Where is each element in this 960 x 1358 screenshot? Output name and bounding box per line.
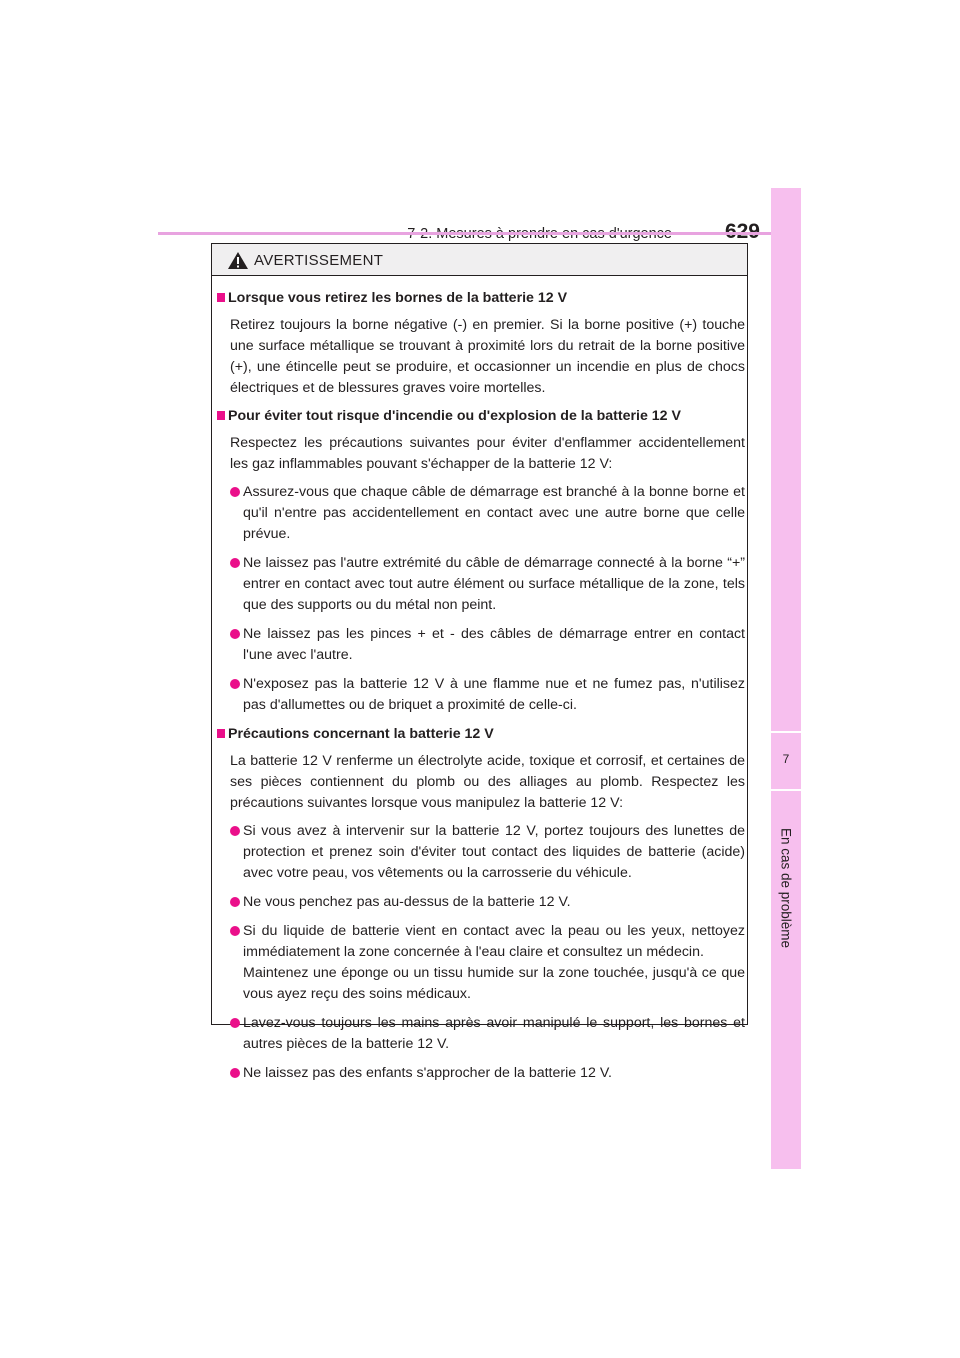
warning-box — [211, 243, 748, 1081]
section-battery-terminals — [217, 288, 745, 399]
section-battery-precautions — [217, 724, 745, 1084]
section-heading-text: Précautions concernant la batterie 12 V — [228, 726, 494, 742]
round-bullet-icon — [230, 679, 240, 689]
list-item — [217, 892, 745, 913]
header-rule — [158, 232, 800, 235]
round-bullet-icon — [230, 558, 240, 568]
square-bullet-icon — [217, 293, 225, 302]
list-item-text: Ne vous penchez pas au-dessus de la batterie 12 V. — [243, 894, 571, 910]
list-item — [217, 921, 745, 1005]
square-bullet-icon — [217, 729, 225, 738]
square-bullet-icon — [217, 411, 225, 420]
warning-title: AVERTISSEMENT — [254, 252, 384, 269]
list-item — [217, 553, 745, 616]
section-paragraph: La batterie 12 V renferme un électrolyte acide, toxique et corrosif, et certaines de ses pièces contiennent du plomb ou des alliages au plomb. Respectez les précautions suivantes lorsque vous manipulez la batterie 12 V: — [230, 753, 745, 811]
round-bullet-icon — [230, 926, 240, 936]
list-item — [217, 624, 745, 666]
list-item-text: Assurez-vous que chaque câble de démarrage est branché à la bonne borne et qu'il n'entre pas accidentellement en contact avec une autre borne que celle prévue. — [243, 484, 745, 542]
section-heading-text: Pour éviter tout risque d'incendie ou d'explosion de la batterie 12 V — [228, 408, 681, 424]
list-item-text: Si du liquide de batterie vient en contact avec la peau ou les yeux, nettoyez immédiatement la zone concernée à l'eau claire et consultez un médecin. — [243, 923, 745, 960]
round-bullet-icon — [230, 1018, 240, 1028]
list-item-text: Lavez-vous toujours les mains après avoir manipulé le support, les bornes et autres pièces de la batterie 12 V. — [243, 1015, 745, 1052]
round-bullet-icon — [230, 487, 240, 497]
list-item-text: Ne laissez pas des enfants s'approcher de la batterie 12 V. — [243, 1065, 612, 1081]
warning-header — [212, 244, 747, 276]
chapter-number: 7 — [782, 752, 790, 766]
warning-triangle-icon — [227, 251, 249, 270]
round-bullet-icon — [230, 1068, 240, 1078]
list-item-text: Ne laissez pas l'autre extrémité du câble de démarrage connecté à la borne “+” entrer en contact avec tout autre élément ou surface métallique de la zone, tels que des supports ou du métal non peint. — [243, 555, 745, 613]
section-heading — [217, 406, 745, 427]
chapter-label: En cas de problème — [778, 827, 794, 949]
section-paragraph: Retirez toujours la borne négative (-) en premier. Si la borne positive (+) touche une surface métallique se trouvant à proximité lors du retrait de la borne positive (+), une étincelle peut se produire, et occasionner un incendie en plus de chocs électriques et de blessures graves voire mortelles. — [230, 317, 745, 396]
side-tab-divider — [771, 731, 801, 733]
section-heading-text: Lorsque vous retirez les bornes de la batterie 12 V — [228, 290, 568, 306]
section-fire-explosion — [217, 406, 745, 716]
round-bullet-icon — [230, 897, 240, 907]
round-bullet-icon — [230, 826, 240, 836]
list-item — [217, 482, 745, 545]
side-tab-divider — [771, 789, 801, 791]
section-paragraph: Respectez les précautions suivantes pour éviter d'enflammer accidentellement les gaz inflammables pouvant s'échapper de la batterie 12 V: — [230, 435, 745, 472]
list-item-text: N'exposez pas la batterie 12 V à une flamme nue et ne fumez pas, n'utilisez pas d'allumettes ou de briquet a proximité de celle-ci. — [243, 676, 745, 713]
round-bullet-icon — [230, 629, 240, 639]
list-item-extra-text: Maintenez une éponge ou un tissu humide sur la zone touchée, jusqu'à ce que vous ayez reçu des soins médicaux. — [243, 965, 745, 1002]
warning-body — [217, 288, 745, 1092]
list-item — [217, 1013, 745, 1055]
section-heading — [217, 288, 745, 309]
section-heading — [217, 724, 745, 745]
list-item — [217, 1063, 745, 1084]
list-item-text: Si vous avez à intervenir sur la batterie 12 V, portez toujours des lunettes de protection et prenez soin d'éviter tout contact des liquides de batterie (acide) avec votre peau, vos vêtements ou la carrosserie du véhicule. — [243, 823, 745, 881]
list-item-text: Ne laissez pas les pinces + et - des câbles de démarrage entrer en contact l'une avec l'autre. — [243, 626, 745, 663]
chapter-side-tab — [771, 188, 801, 1169]
list-item — [217, 821, 745, 884]
list-item — [217, 674, 745, 716]
